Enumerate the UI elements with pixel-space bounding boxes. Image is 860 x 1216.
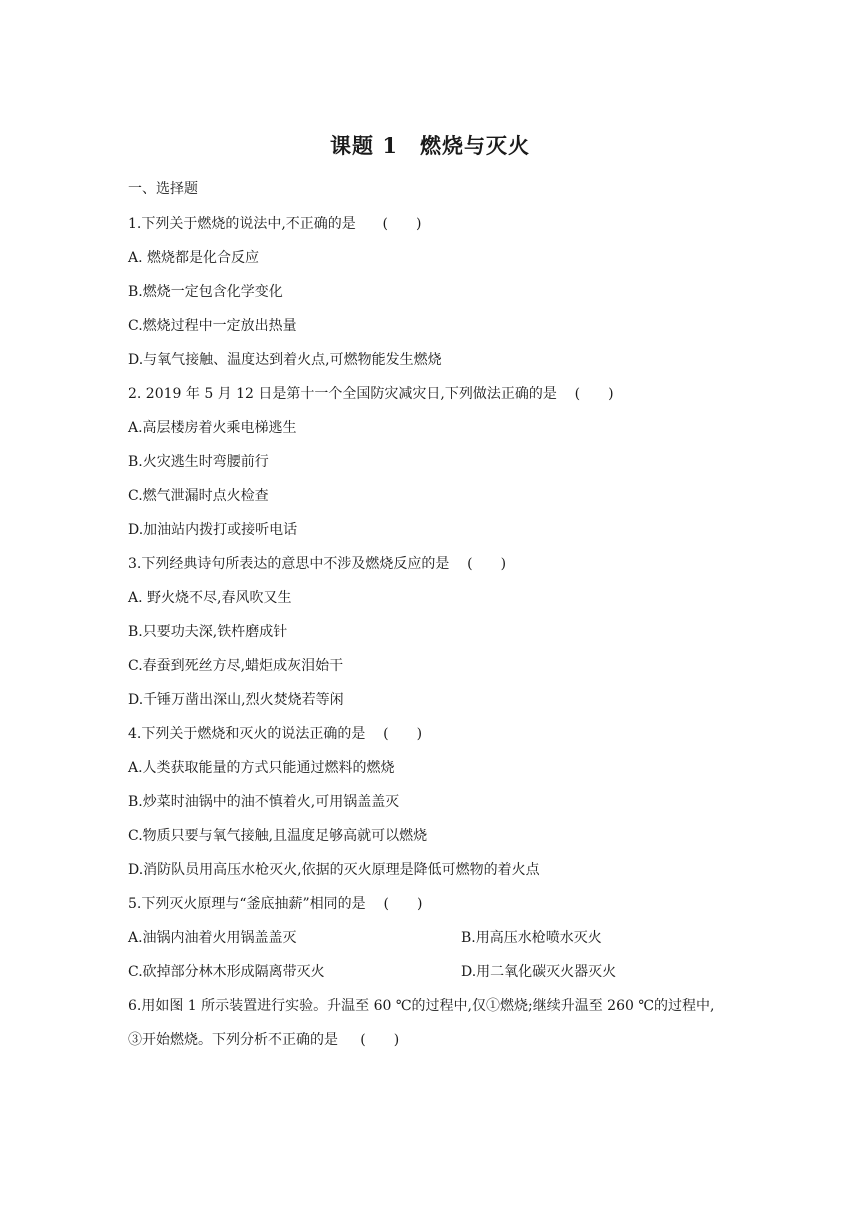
section-heading: 一、选择题 xyxy=(128,181,198,197)
question-2-option-d: D.加油站内拨打或接听电话 xyxy=(128,522,298,538)
question-stem-text: 1.下列关于燃烧的说法中,不正确的是 xyxy=(128,216,356,232)
question-1-option-a: A. 燃烧都是化合反应 xyxy=(128,250,260,266)
answer-blank: ( ) xyxy=(382,216,422,232)
question-5-option-c: C.砍掉部分林木形成隔离带灭火 xyxy=(128,964,325,980)
answer-blank: ( ) xyxy=(383,896,423,912)
question-stem-text: 3.下列经典诗句所表达的意思中不涉及燃烧反应的是 xyxy=(128,556,450,572)
question-3-option-c: C.春蚕到死丝方尽,蜡炬成灰泪始干 xyxy=(128,658,344,674)
question-2-option-a: A.高层楼房着火乘电梯逃生 xyxy=(128,420,297,436)
question-stem-text: 2. 2019 年 5 月 12 日是第十一个全国防灾减灾日,下列做法正确的是 xyxy=(128,386,557,402)
question-4-option-a: A.人类获取能量的方式只能通过燃料的燃烧 xyxy=(128,760,395,776)
question-6-stem-line-2 xyxy=(128,1023,768,1057)
question-2-option-c: C.燃气泄漏时点火检查 xyxy=(128,488,269,504)
page-title: 课题 1 燃烧与灭火 xyxy=(330,133,530,158)
question-stem-text: ③开始燃烧。下列分析不正确的是 xyxy=(128,1032,338,1048)
question-4-option-d: D.消防队员用高压水枪灭火,依据的灭火原理是降低可燃物的着火点 xyxy=(128,862,540,878)
answer-blank: ( ) xyxy=(574,386,614,402)
answer-blank: ( ) xyxy=(467,556,507,572)
question-4-stem xyxy=(128,717,768,751)
question-4-option-b: B.炒菜时油锅中的油不慎着火,可用锅盖盖灭 xyxy=(128,794,400,810)
question-stem-text: 4.下列关于燃烧和灭火的说法正确的是 xyxy=(128,726,366,742)
question-4-option-c: C.物质只要与氧气接触,且温度足够高就可以燃烧 xyxy=(128,828,428,844)
question-5-stem xyxy=(128,887,768,921)
question-2-option-b: B.火灾逃生时弯腰前行 xyxy=(128,454,269,470)
question-3-option-a: A. 野火烧不尽,春风吹又生 xyxy=(128,590,292,606)
question-3-option-d: D.千锤万凿出深山,烈火焚烧若等闲 xyxy=(128,692,344,708)
question-stem-text: 5.下列灭火原理与“釜底抽薪”相同的是 xyxy=(128,896,366,912)
question-3-stem xyxy=(128,547,768,581)
question-5-options-row-1 xyxy=(128,921,768,955)
question-1-option-b: B.燃烧一定包含化学变化 xyxy=(128,284,283,300)
answer-blank: ( ) xyxy=(360,1032,400,1048)
question-2-stem xyxy=(128,377,768,411)
question-list xyxy=(128,207,768,1057)
question-1-option-c: C.燃烧过程中一定放出热量 xyxy=(128,318,297,334)
question-5-option-d: D.用二氧化碳灭火器灭火 xyxy=(461,964,617,980)
answer-blank: ( ) xyxy=(383,726,423,742)
question-3-option-b: B.只要功夫深,铁杵磨成针 xyxy=(128,624,288,640)
question-5-options-row-2 xyxy=(128,955,768,989)
question-6-stem-line-1: 6.用如图 1 所示装置进行实验。升温至 60 ℃的过程中,仅①燃烧;继续升温至 260 ℃的过程中, xyxy=(128,998,715,1014)
question-1-stem xyxy=(128,207,768,241)
question-5-option-a: A.油锅内油着火用锅盖盖灭 xyxy=(128,930,297,946)
question-1-option-d: D.与氧气接触、温度达到着火点,可燃物能发生燃烧 xyxy=(128,352,442,368)
question-5-option-b: B.用高压水枪喷水灭火 xyxy=(461,930,602,946)
